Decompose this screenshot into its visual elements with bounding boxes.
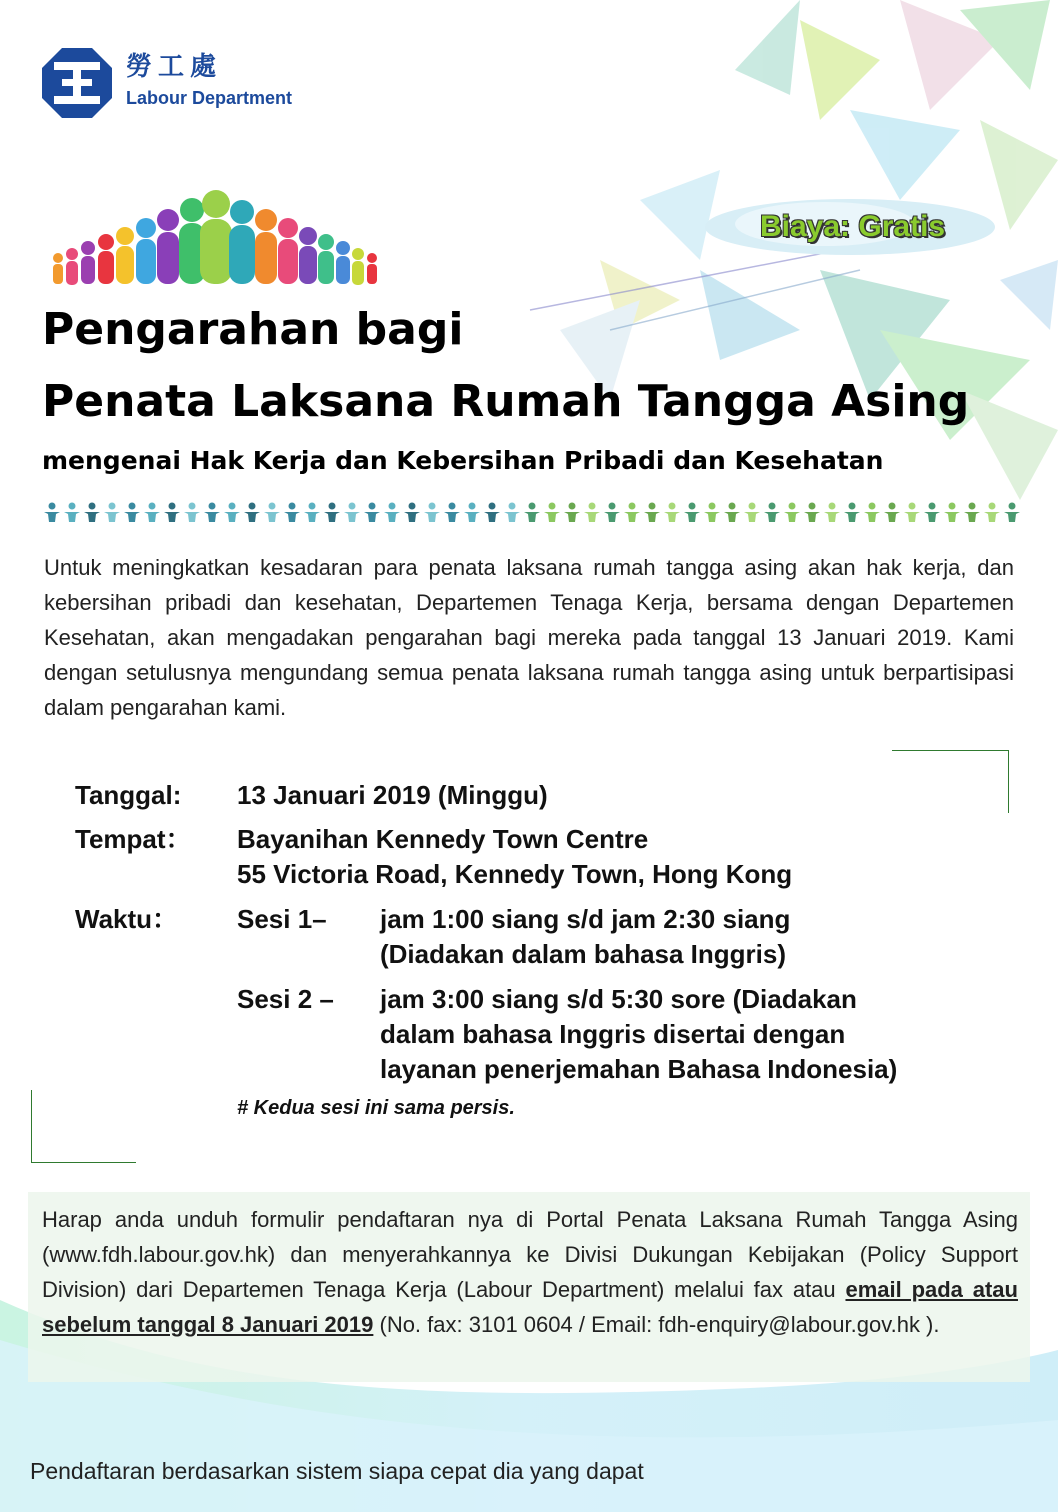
session-2-line-1: jam 3:00 siang s/d 5:30 sore (Diadakan	[380, 984, 857, 1014]
divider-figure	[964, 503, 980, 523]
divider-figure	[664, 503, 680, 523]
people-illustration	[50, 188, 380, 288]
divider-figure	[884, 503, 900, 523]
divider-figure	[64, 503, 80, 523]
divider-figure	[424, 503, 440, 523]
divider-figure	[344, 503, 360, 523]
divider-figure	[304, 503, 320, 523]
labour-department-logo	[42, 48, 112, 118]
registration-contact: (No. fax: 3101 0604 / Email: fdh-enquiry@labour.gov.hk ).	[373, 1312, 940, 1337]
title-line-2: Penata Laksana Rumah Tangga Asing	[42, 376, 970, 427]
divider-figure	[384, 503, 400, 523]
logo-chinese-name: 勞工處	[126, 52, 223, 82]
corner-bracket-bottom-left	[31, 1090, 136, 1163]
session-1-time: jam 1:00 siang s/d jam 2:30 siang	[380, 904, 791, 934]
divider-figure	[164, 503, 180, 523]
title-line-1: Pengarahan bagi	[42, 304, 464, 355]
venue-line-2: 55 Victoria Road, Kennedy Town, Hong Kong	[237, 859, 793, 889]
date-label: Tanggal:	[75, 780, 182, 810]
divider-figure	[364, 503, 380, 523]
logo-text	[126, 52, 292, 110]
logo-english-name: Labour Department	[126, 88, 293, 108]
divider-figure	[804, 503, 820, 523]
divider-figure	[144, 503, 160, 523]
divider-figure	[604, 503, 620, 523]
divider-figure	[764, 503, 780, 523]
time-label: Waktu：	[75, 904, 179, 934]
venue-line-1: Bayanihan Kennedy Town Centre	[237, 824, 649, 854]
divider-figure	[744, 503, 760, 523]
divider-figure	[524, 503, 540, 523]
session-2-line-3: layanan penerjemahan Bahasa Indonesia)	[380, 1054, 898, 1084]
venue-label: Tempat：	[75, 824, 192, 854]
divider-figure	[324, 503, 340, 523]
divider-figure	[244, 503, 260, 523]
session-2-label: Sesi 2 –	[237, 984, 334, 1014]
session-1-label: Sesi 1–	[237, 904, 327, 934]
divider-figure	[864, 503, 880, 523]
registration-deadline: email pada atau sebelum tanggal 8 Januari 2019	[42, 1277, 1018, 1337]
divider-figure	[184, 503, 200, 523]
session-2-line-2: dalam bahasa Inggris disertai dengan	[380, 1019, 846, 1049]
divider-figure	[44, 503, 60, 523]
divider-figure	[204, 503, 220, 523]
people-divider	[44, 500, 1024, 524]
divider-figure	[444, 503, 460, 523]
date-value: 13 Januari 2019 (Minggu)	[237, 780, 548, 810]
divider-figure	[684, 503, 700, 523]
registration-text: Harap anda unduh formulir pendaftaran nya di Portal Penata Laksana Rumah Tangga Asing (www.fdh.labour.gov.hk) dan menyerahkannya ke Divisi Dukungan Kebijakan (Policy Support Division) dari Departemen Tenaga Kerja (Labour Department) melalui fax atau	[42, 1207, 1018, 1302]
sessions-note: # Kedua sesi ini sama persis.	[237, 1097, 515, 1119]
corner-bracket-top-right	[892, 750, 1009, 813]
divider-figure	[84, 503, 100, 523]
footer-note: Pendaftaran berdasarkan sistem siapa cepat dia yang dapat	[30, 1458, 644, 1484]
divider-figure	[584, 503, 600, 523]
divider-figure	[844, 503, 860, 523]
divider-figure	[264, 503, 280, 523]
divider-figure	[624, 503, 640, 523]
divider-figure	[704, 503, 720, 523]
session-1-language: (Diadakan dalam bahasa Inggris)	[380, 939, 787, 969]
divider-figure	[904, 503, 920, 523]
divider-figure	[784, 503, 800, 523]
divider-figure	[724, 503, 740, 523]
divider-figure	[124, 503, 140, 523]
divider-figure	[924, 503, 940, 523]
divider-figure	[984, 503, 1000, 523]
divider-figure	[944, 503, 960, 523]
registration-paragraph	[42, 1202, 1018, 1342]
divider-figure	[504, 503, 520, 523]
divider-figure	[284, 503, 300, 523]
divider-figure	[104, 503, 120, 523]
divider-figure	[1004, 503, 1020, 523]
divider-figure	[824, 503, 840, 523]
divider-figure	[224, 503, 240, 523]
divider-figure	[484, 503, 500, 523]
divider-figure	[544, 503, 560, 523]
divider-figure	[564, 503, 580, 523]
fee-label: Biaya: Gratis	[760, 210, 946, 243]
divider-figure	[644, 503, 660, 523]
divider-figure	[464, 503, 480, 523]
subtitle: mengenai Hak Kerja dan Kebersihan Pribadi dan Kesehatan	[42, 446, 884, 475]
divider-figure	[404, 503, 420, 523]
intro-paragraph: Untuk meningkatkan kesadaran para penata laksana rumah tangga asing akan hak kerja, dan kebersihan pribadi dan kesehatan, Departemen Tenaga Kerja, bersama dengan Departemen Kesehatan, akan mengadakan pengarahan bagi mereka pada tanggal 13 Januari 2019. Kami dengan setulusnya mengundang semua penata laksana rumah tangga asing untuk berpartisipasi dalam pengarahan kami.	[44, 555, 1014, 720]
